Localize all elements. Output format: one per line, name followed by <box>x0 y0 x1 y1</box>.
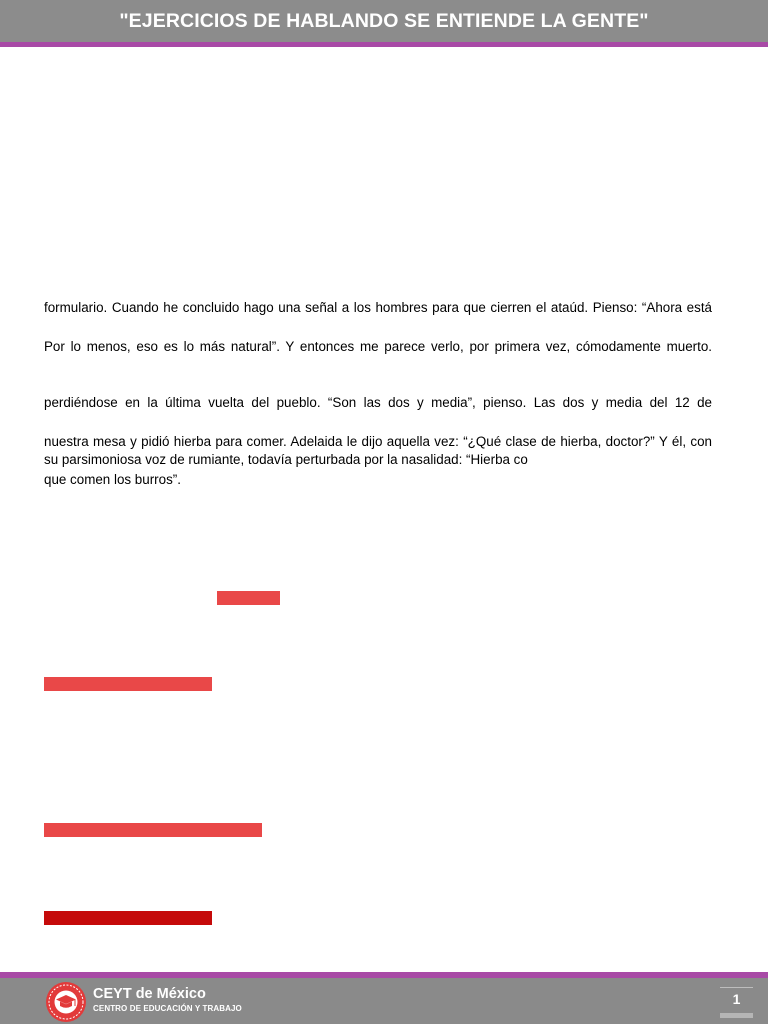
paragraph-3: perdiéndose en la última vuelta del pueblo. “Son las dos y media”, pienso. Las dos y media del 12 de <box>44 395 712 410</box>
graduation-cap-seal-icon <box>45 981 87 1023</box>
brand-name: CEYT de México <box>93 986 206 1002</box>
paragraph-1: formulario. Cuando he concluido hago una señal a los hombres para que cierren el ataúd. Pienso: “Ahora está <box>44 300 712 315</box>
page-footer <box>0 978 768 1024</box>
redaction-bar <box>44 677 212 691</box>
page-number-underline <box>720 1013 753 1018</box>
paragraph-4: nuestra mesa y pidió hierba para comer. Adelaida le dijo aquella vez: “¿Qué clase de hierba, doctor?” Y él, con su parsimoniosa voz de rumiante, todavía perturbada por la nasalidad: “Hierba co <box>44 434 712 467</box>
redaction-bar-dark <box>44 911 212 925</box>
page-number-rule <box>720 987 753 988</box>
page-header <box>0 0 768 42</box>
page-number: 1 <box>732 991 741 1007</box>
header-title: "EJERCICIOS DE HABLANDO SE ENTIENDE LA GENTE" <box>119 9 649 32</box>
redaction-bar <box>44 823 262 837</box>
paragraph-5: que comen los burros”. <box>44 472 181 487</box>
paragraph-2: Por lo menos, eso es lo más natural”. Y entonces me parece verlo, por primera vez, cómodamente muerto. <box>44 339 712 354</box>
header-accent-line <box>0 42 768 47</box>
redaction-bar <box>217 591 280 605</box>
brand-subtitle: CENTRO DE EDUCACIÓN Y TRABAJO <box>93 1004 242 1013</box>
